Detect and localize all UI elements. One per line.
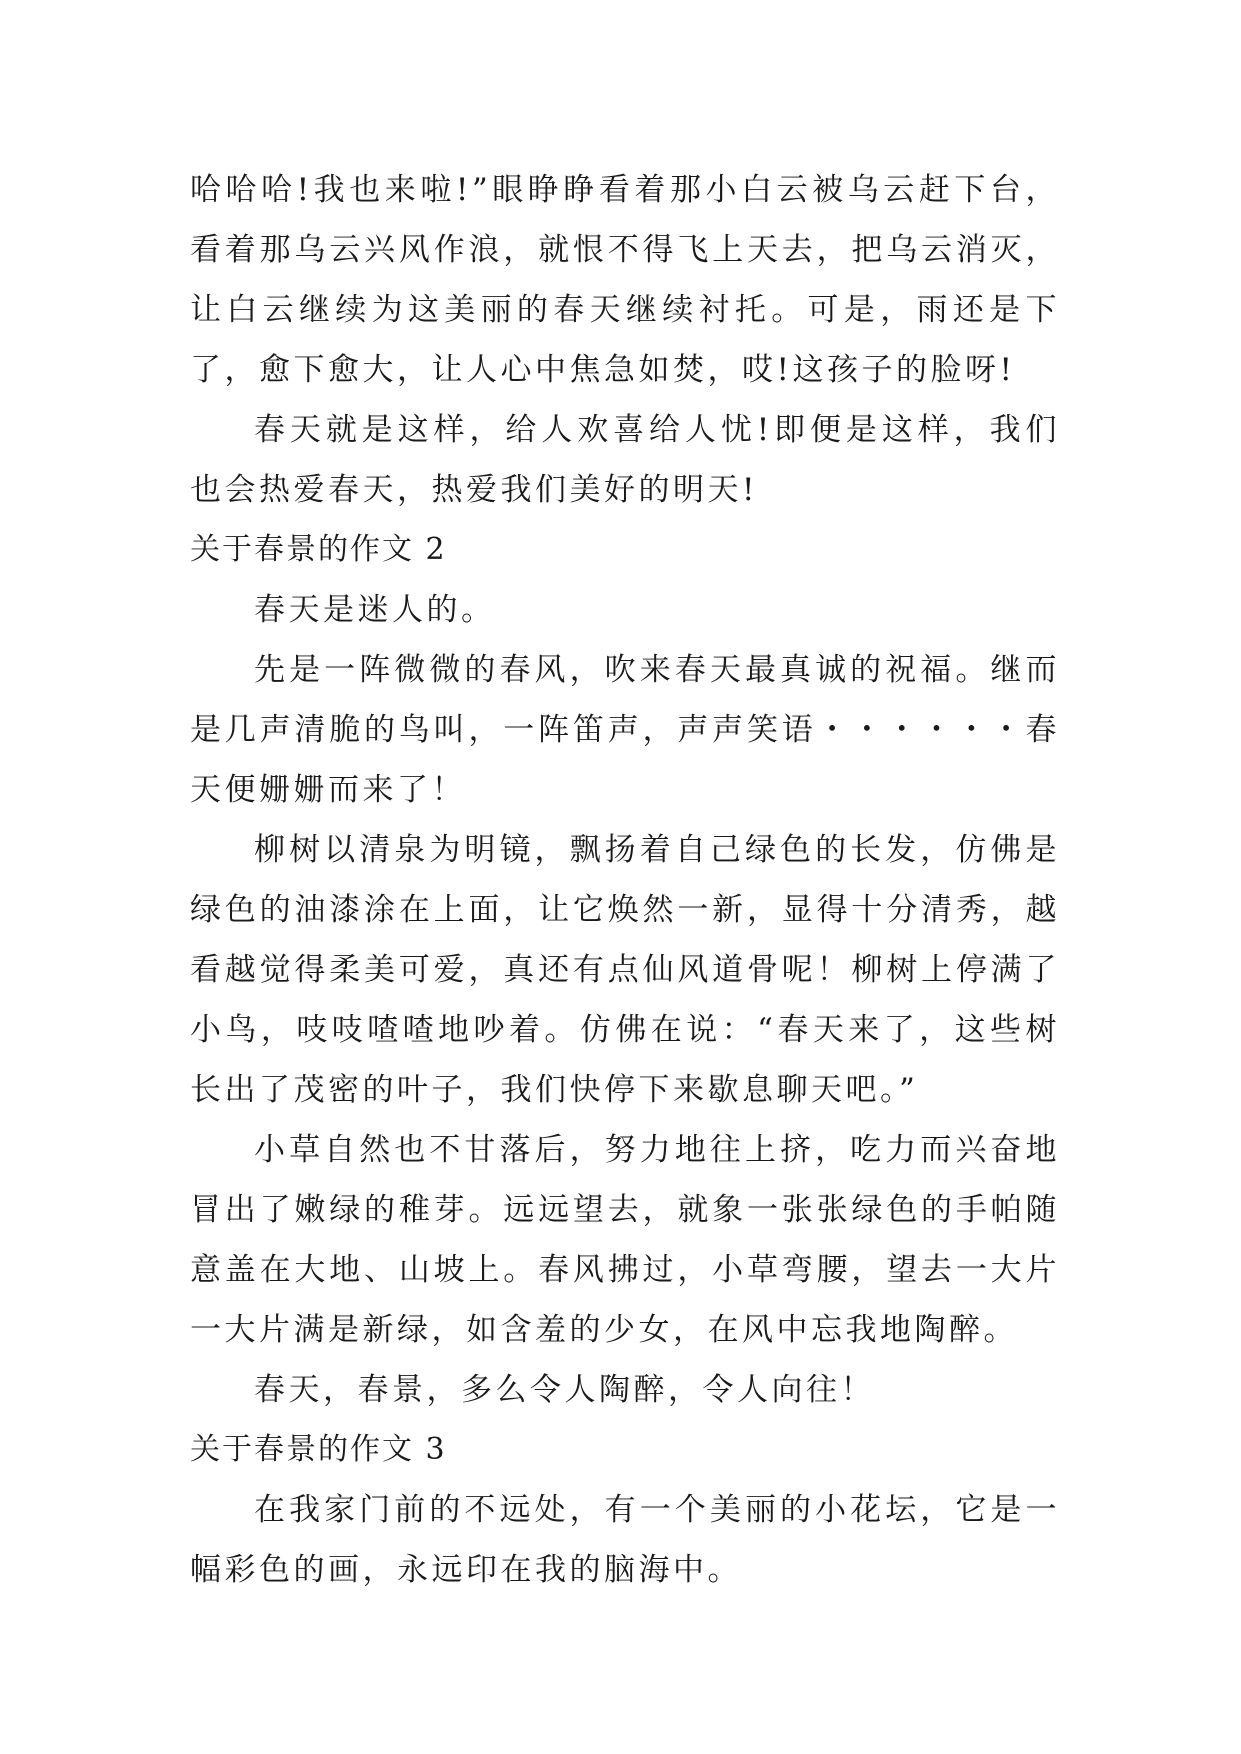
section-heading: 关于春景的作文 2	[190, 532, 447, 567]
paragraph: 春天，春景，多么令人陶醉，令人向往！	[254, 1372, 875, 1408]
section-heading: 关于春景的作文 3	[190, 1432, 447, 1467]
document-body	[190, 160, 1060, 1600]
paragraph: 柳树以清泉为明镜，飘扬着自己绿色的长发，仿佛是绿色的油漆涂在上面，让它焕然一新，显得十分清秀，越看越觉得柔美可爱，真还有点仙风道骨呢！柳树上停满了小鸟，吱吱喳喳地吵着。仿佛在说：“春天来了，这些树长出了茂密的叶子，我们快停下来歇息聊天吧。”	[190, 832, 1060, 1108]
paragraph: 春天是迷人的。	[254, 592, 496, 628]
paragraph: 春天就是这样，给人欢喜给人忧!即便是这样，我们也会热爱春天，热爱我们美好的明天!	[190, 412, 1060, 508]
paragraph: 先是一阵微微的春风，吹来春天最真诚的祝福。继而是几声清脆的鸟叫，一阵笛声，声声笑语・・・・・・春天便姗姗而来了！	[190, 652, 1060, 808]
paragraph: 在我家门前的不远处，有一个美丽的小花坛，它是一幅彩色的画，永远印在我的脑海中。	[190, 1492, 1060, 1588]
paragraph: 小草自然也不甘落后，努力地往上挤，吃力而兴奋地冒出了嫩绿的稚芽。远远望去，就象一张张绿色的手帕随意盖在大地、山坡上。春风拂过，小草弯腰，望去一大片一大片满是新绿，如含羞的少女，在风中忘我地陶醉。	[190, 1132, 1060, 1348]
paragraph-continuation: 哈哈哈!我也来啦!”眼睁睁看着那小白云被乌云赶下台，看着那乌云兴风作浪，就恨不得飞上天去，把乌云消灭，让白云继续为这美丽的春天继续衬托。可是，雨还是下了，愈下愈大，让人心中焦急如焚，哎!这孩子的脸呀!	[190, 172, 1060, 388]
